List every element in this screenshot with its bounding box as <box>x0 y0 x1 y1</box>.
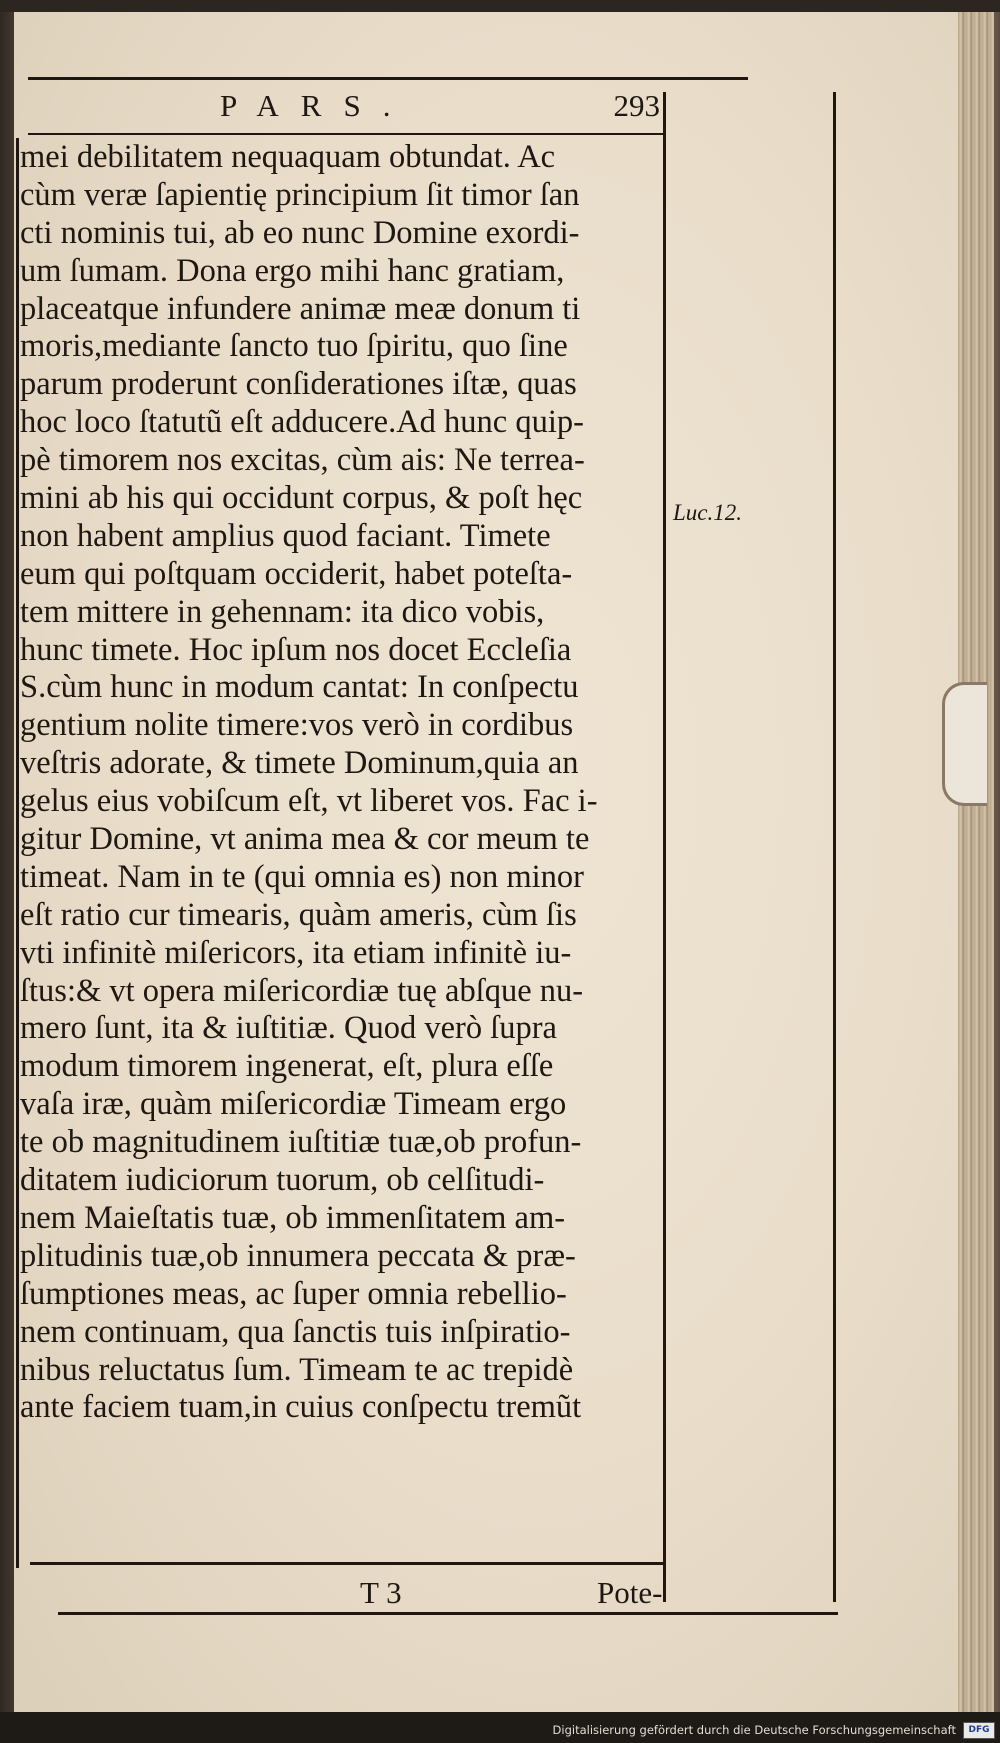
text-line: non habent amplius quod faciant. Timete <box>20 517 551 554</box>
credit-bar <box>0 1712 1000 1743</box>
bookmark-clasp <box>942 682 987 806</box>
text-bottom-rule <box>30 1562 666 1565</box>
text-line: placeatque infundere animæ meæ donum ti <box>20 290 581 327</box>
text-line: nem Maieſtatis tuæ, ob immenſitatem am- <box>20 1199 566 1236</box>
bottom-rule <box>58 1612 838 1615</box>
text-line: ſtus:& vt opera miſericordiæ tuę abſque nu- <box>20 972 584 1009</box>
text-line: ſumptiones meas, ac ſuper omnia rebellio- <box>20 1275 567 1312</box>
text-line: vaſa iræ, quàm miſericordiæ Timeam ergo <box>20 1086 567 1123</box>
text-line: parum proderunt conſiderationes iſtæ, quas <box>20 366 577 403</box>
text-line: cùm veræ ſapientię principium ſit timor ſan <box>20 176 580 213</box>
text-line: eum qui poſtquam occiderit, habet poteſta- <box>20 555 573 592</box>
margin-right-rule <box>833 92 836 1602</box>
text-line: pè timorem nos excitas, cùm ais: Ne terrea- <box>20 442 585 479</box>
text-line: gelus eius vobiſcum eſt, vt liberet vos. Fac i- <box>20 783 598 820</box>
text-line: nem continuam, qua ſanctis tuis inſpiratio- <box>20 1313 571 1350</box>
text-line: ante faciem tuam,in cuius conſpectu tremũt <box>20 1389 582 1426</box>
text-line: moris,mediante ſancto tuo ſpiritu, quo ſine <box>20 328 568 365</box>
text-line: ditatem iudiciorum tuorum, ob celſitudi- <box>20 1162 545 1199</box>
text-line: gentium nolite timere:vos verò in cordibus <box>20 707 574 744</box>
margin-note: Luc.12. <box>673 500 742 525</box>
text-line: tem mittere in gehennam: ita dico vobis, <box>20 593 545 630</box>
text-line: um ſumam. Dona ergo mihi hanc gratiam, <box>20 252 565 289</box>
running-header <box>220 88 660 134</box>
text-line: plitudinis tuæ,ob innumera peccata & præ- <box>20 1237 576 1274</box>
signature-mark: T 3 <box>360 1575 402 1610</box>
dfg-logo: DFG <box>963 1722 995 1739</box>
left-rule <box>16 138 19 1568</box>
text-line: hoc loco ſtatutũ eſt adducere.Ad hunc quip- <box>20 404 584 441</box>
text-line: hunc timete. Hoc ipſum nos docet Eccleſia <box>20 631 572 668</box>
text-line: veſtris adorate, & timete Dominum,quia an <box>20 745 579 782</box>
text-line: vti infinitè miſericors, ita etiam infinitè iu- <box>20 934 572 971</box>
text-line: modum timorem ingenerat, eſt, plura eſſe <box>20 1048 554 1085</box>
page-number: 293 <box>613 88 660 123</box>
header-title: PARS. <box>220 88 413 123</box>
text-line: eſt ratio cur timearis, quàm ameris, cùm ſis <box>20 896 577 933</box>
top-rule <box>28 77 748 80</box>
text-line: mei debilitatem nequaquam obtundat. Ac <box>20 139 556 175</box>
credit-text: Digitalisierung gefördert durch die Deutsche Forschungsgemeinschaft <box>552 1723 956 1737</box>
text-line: nibus reluctatus ſum. Timeam te ac trepidè <box>20 1351 574 1388</box>
text-line: cti nominis tui, ab eo nunc Domine exordi- <box>20 214 580 251</box>
page-edges <box>958 12 994 1712</box>
text-line: timeat. Nam in te (qui omnia es) non minor <box>20 858 584 895</box>
catchword: Pote- <box>597 1575 663 1610</box>
text-line: mero ſunt, ita & iuſtitiæ. Quod verò ſupra <box>20 1010 557 1047</box>
text-line: S.cùm hunc in modum cantat: In conſpectu <box>20 669 579 706</box>
text-line: gitur Domine, vt anima mea & cor meum te <box>20 821 590 858</box>
text-line: te ob magnitudinem iuſtitiæ tuæ,ob profun- <box>20 1124 582 1161</box>
body-text <box>20 139 670 1427</box>
text-line: mini ab his qui occidunt corpus, & poſt hęc <box>20 480 583 517</box>
book-top-edge <box>0 0 1000 12</box>
